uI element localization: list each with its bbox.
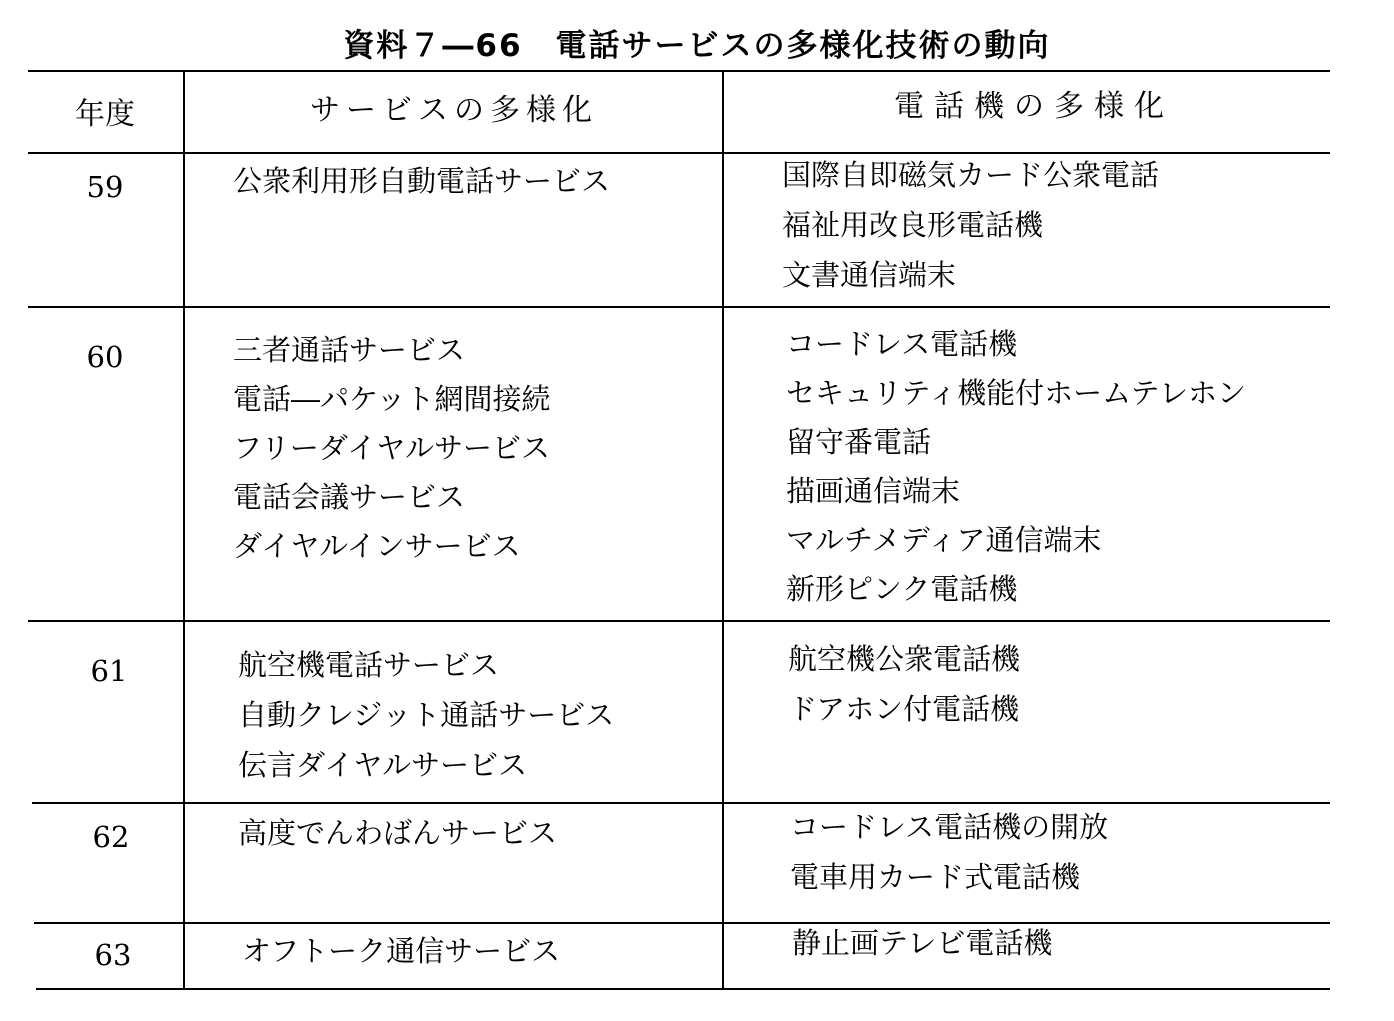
service-cell bbox=[233, 156, 610, 206]
phone-item: 航空機公衆電話機 bbox=[788, 642, 1021, 676]
row-divider bbox=[28, 306, 1330, 308]
trend-table bbox=[28, 70, 1330, 990]
row-divider bbox=[28, 620, 1330, 622]
year-cell: 60 bbox=[86, 340, 124, 374]
year-cell: 63 bbox=[94, 938, 132, 972]
row-divider bbox=[32, 802, 1330, 804]
phone-cell bbox=[786, 320, 1246, 614]
service-item: 三者通話サービス bbox=[233, 333, 466, 367]
phone-cell bbox=[788, 634, 1020, 734]
phone-item: 静止画テレビ電話機 bbox=[792, 926, 1053, 960]
service-item: 公衆利用形自動電話サービス bbox=[233, 164, 611, 198]
service-item: 自動クレジット通話サービス bbox=[238, 698, 615, 732]
service-cell bbox=[238, 808, 557, 858]
header-service: サービスの多様化 bbox=[310, 93, 598, 128]
phone-item: 国際自即磁気カード公衆電話 bbox=[782, 158, 1160, 192]
service-item: オフトーク通信サービス bbox=[242, 934, 561, 968]
phone-item: コードレス電話機 bbox=[786, 327, 1018, 361]
year-cell: 59 bbox=[86, 170, 124, 204]
phone-item: 福祉用改良形電話機 bbox=[782, 208, 1044, 242]
table-top-rule bbox=[28, 70, 1330, 72]
phone-item: マルチメディア通信端末 bbox=[786, 523, 1102, 557]
service-item: フリーダイヤルサービス bbox=[233, 431, 550, 465]
phone-item: ドアホン付電話機 bbox=[788, 692, 1020, 726]
service-cell bbox=[242, 926, 560, 976]
phone-item: コードレス電話機の開放 bbox=[790, 810, 1109, 844]
service-item: 伝言ダイヤルサービス bbox=[238, 748, 528, 782]
phone-item: 描画通信端末 bbox=[786, 474, 961, 508]
phone-cell bbox=[792, 918, 1052, 968]
phone-item: セキュリティ機能付ホームテレホン bbox=[786, 376, 1246, 410]
row-divider bbox=[34, 922, 1330, 924]
service-cell bbox=[238, 640, 614, 790]
page-title: 資料７―66 電話サービスの多様化技術の動向 bbox=[343, 28, 1051, 64]
service-item: ダイヤルインサービス bbox=[233, 529, 521, 563]
header-phone: 電話機の多様化 bbox=[894, 89, 1174, 124]
year-cell: 62 bbox=[92, 820, 130, 854]
table-bottom-rule bbox=[36, 988, 1330, 990]
column-divider-service bbox=[722, 70, 724, 990]
service-item: 航空機電話サービス bbox=[238, 648, 500, 682]
service-item: 電話―パケット網間接続 bbox=[233, 382, 551, 416]
service-cell bbox=[233, 326, 551, 571]
phone-cell bbox=[782, 150, 1159, 300]
phone-item: 留守番電話 bbox=[786, 425, 932, 459]
service-item: 高度でんわばんサービス bbox=[238, 816, 558, 850]
phone-cell bbox=[790, 802, 1108, 902]
phone-item: 文書通信端末 bbox=[782, 258, 957, 292]
service-item: 電話会議サービス bbox=[233, 480, 466, 514]
phone-item: 新形ピンク電話機 bbox=[786, 572, 1018, 606]
phone-item: 電車用カード式電話機 bbox=[790, 860, 1081, 894]
year-cell: 61 bbox=[90, 654, 128, 688]
header-year: 年度 bbox=[75, 97, 135, 132]
